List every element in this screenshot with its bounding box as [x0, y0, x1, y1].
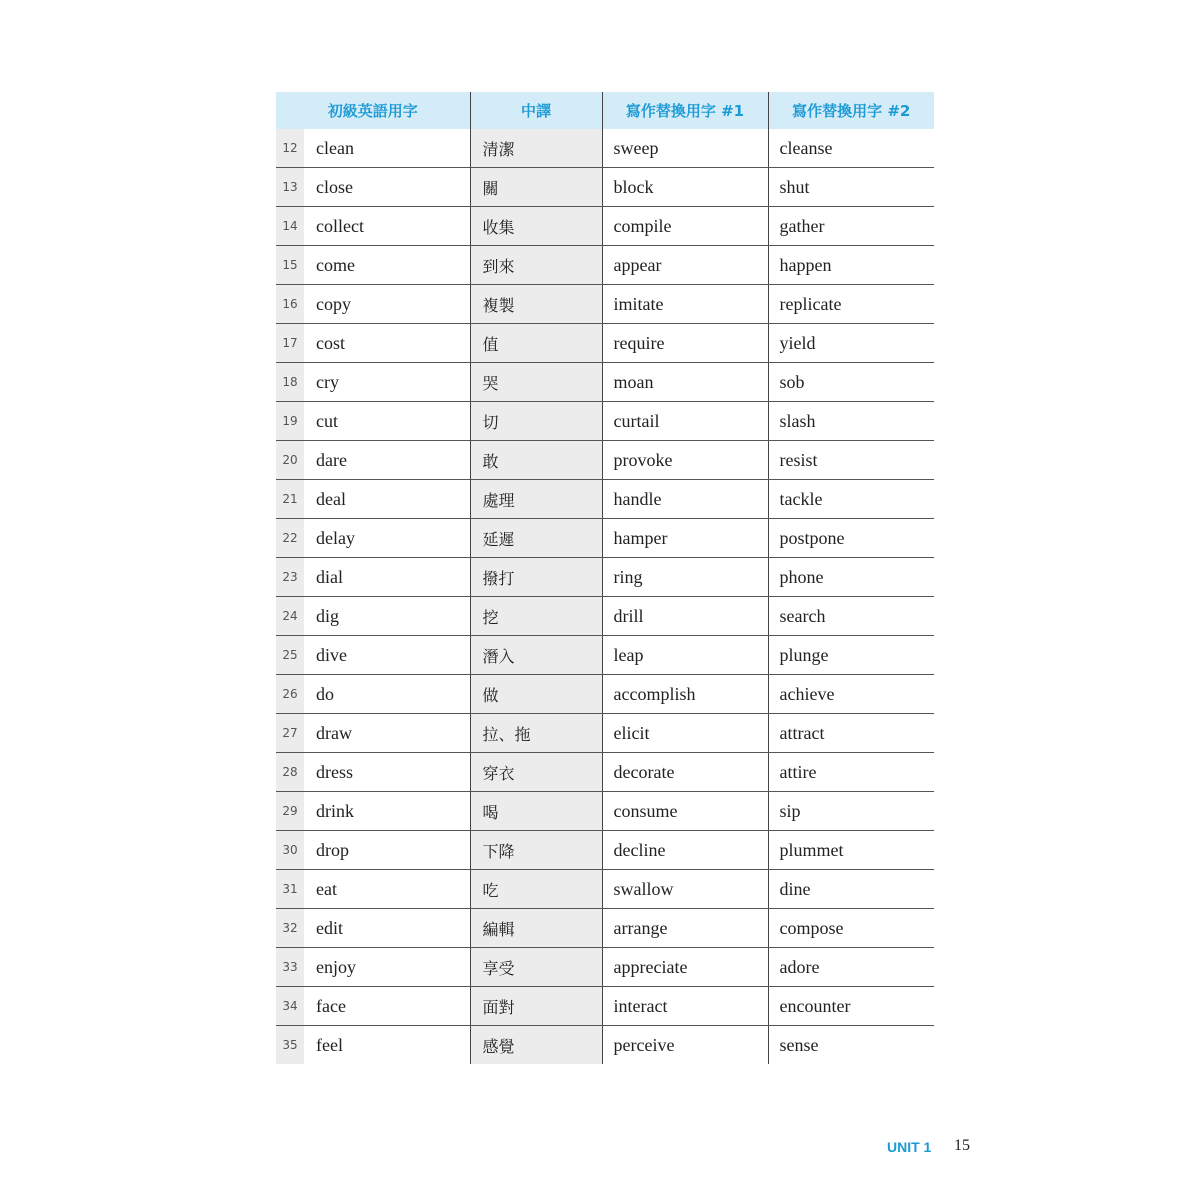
translation: 拉、拖 [470, 714, 602, 753]
translation: 複製 [470, 285, 602, 324]
row-number: 12 [276, 129, 304, 167]
unit-label: UNIT 1 [887, 1139, 932, 1155]
basic-word: delay [316, 527, 355, 548]
word-cell [276, 480, 470, 519]
header-row [276, 92, 934, 129]
row-number: 20 [276, 441, 304, 479]
alternative-2: sip [768, 792, 934, 831]
row-number: 28 [276, 753, 304, 791]
basic-word: do [316, 683, 334, 704]
table-row [276, 168, 934, 207]
row-number: 16 [276, 285, 304, 323]
alternative-1: arrange [602, 909, 768, 948]
word-cell [276, 753, 470, 792]
translation: 到來 [470, 246, 602, 285]
alternative-1: accomplish [602, 675, 768, 714]
translation: 編輯 [470, 909, 602, 948]
table-row [276, 129, 934, 168]
translation: 哭 [470, 363, 602, 402]
translation: 值 [470, 324, 602, 363]
row-number: 33 [276, 948, 304, 986]
alternative-2: replicate [768, 285, 934, 324]
translation: 切 [470, 402, 602, 441]
alternative-2: encounter [768, 987, 934, 1026]
translation: 面對 [470, 987, 602, 1026]
vocabulary-table [276, 92, 934, 1064]
row-number: 35 [276, 1026, 304, 1064]
translation: 潛入 [470, 636, 602, 675]
basic-word: deal [316, 488, 346, 509]
alternative-1: hamper [602, 519, 768, 558]
translation: 做 [470, 675, 602, 714]
word-cell [276, 402, 470, 441]
alternative-1: imitate [602, 285, 768, 324]
table-header [276, 92, 934, 129]
row-number: 29 [276, 792, 304, 830]
word-cell [276, 246, 470, 285]
basic-word: feel [316, 1034, 343, 1055]
word-cell [276, 870, 470, 909]
alternative-2: postpone [768, 519, 934, 558]
table-row [276, 207, 934, 246]
row-number: 24 [276, 597, 304, 635]
translation: 清潔 [470, 129, 602, 168]
word-cell [276, 519, 470, 558]
row-number: 31 [276, 870, 304, 908]
word-cell [276, 792, 470, 831]
basic-word: collect [316, 215, 364, 236]
alternative-2: happen [768, 246, 934, 285]
alternative-2: plummet [768, 831, 934, 870]
word-cell [276, 441, 470, 480]
alternative-1: handle [602, 480, 768, 519]
alternative-1: appreciate [602, 948, 768, 987]
alternative-1: appear [602, 246, 768, 285]
row-number: 22 [276, 519, 304, 557]
translation: 敢 [470, 441, 602, 480]
row-number: 26 [276, 675, 304, 713]
word-cell [276, 675, 470, 714]
alternative-2: compose [768, 909, 934, 948]
alternative-1: decline [602, 831, 768, 870]
table-row [276, 831, 934, 870]
alternative-1: sweep [602, 129, 768, 168]
alternative-1: block [602, 168, 768, 207]
alternative-2: sob [768, 363, 934, 402]
basic-word: edit [316, 917, 343, 938]
translation: 感覺 [470, 1026, 602, 1065]
table-row [276, 519, 934, 558]
word-cell [276, 831, 470, 870]
table-row [276, 870, 934, 909]
row-number: 21 [276, 480, 304, 518]
table-row [276, 987, 934, 1026]
word-cell [276, 324, 470, 363]
row-number: 25 [276, 636, 304, 674]
alternative-1: ring [602, 558, 768, 597]
table-row [276, 909, 934, 948]
alternative-2: tackle [768, 480, 934, 519]
alternative-2: attire [768, 753, 934, 792]
word-cell [276, 558, 470, 597]
basic-word: draw [316, 722, 352, 743]
row-number: 17 [276, 324, 304, 362]
basic-word: cost [316, 332, 345, 353]
page-number: 15 [954, 1137, 970, 1154]
word-cell [276, 987, 470, 1026]
translation: 收集 [470, 207, 602, 246]
basic-word: close [316, 176, 353, 197]
basic-word: dial [316, 566, 343, 587]
alternative-1: provoke [602, 441, 768, 480]
word-cell [276, 168, 470, 207]
alternative-2: yield [768, 324, 934, 363]
table-row [276, 480, 934, 519]
table-body [276, 129, 934, 1064]
row-number: 15 [276, 246, 304, 284]
alternative-2: cleanse [768, 129, 934, 168]
table-row [276, 363, 934, 402]
row-number: 32 [276, 909, 304, 947]
translation: 穿衣 [470, 753, 602, 792]
translation: 下降 [470, 831, 602, 870]
table-row [276, 285, 934, 324]
alternative-2: slash [768, 402, 934, 441]
alternative-2: plunge [768, 636, 934, 675]
translation: 延遲 [470, 519, 602, 558]
alternative-1: consume [602, 792, 768, 831]
table-row [276, 714, 934, 753]
word-cell [276, 636, 470, 675]
table-row [276, 558, 934, 597]
basic-word: copy [316, 293, 351, 314]
header-basic-word: 初級英語用字 [276, 92, 470, 129]
basic-word: cut [316, 410, 338, 431]
basic-word: dare [316, 449, 347, 470]
basic-word: cry [316, 371, 339, 392]
translation: 撥打 [470, 558, 602, 597]
basic-word: dress [316, 761, 353, 782]
alternative-2: dine [768, 870, 934, 909]
alternative-2: resist [768, 441, 934, 480]
word-cell [276, 129, 470, 168]
table-row [276, 246, 934, 285]
alternative-2: shut [768, 168, 934, 207]
alternative-2: achieve [768, 675, 934, 714]
row-number: 13 [276, 168, 304, 206]
alternative-2: adore [768, 948, 934, 987]
alternative-2: gather [768, 207, 934, 246]
translation: 吃 [470, 870, 602, 909]
translation: 享受 [470, 948, 602, 987]
basic-word: drink [316, 800, 354, 821]
translation: 處理 [470, 480, 602, 519]
alternative-1: leap [602, 636, 768, 675]
table-row [276, 636, 934, 675]
alternative-1: perceive [602, 1026, 768, 1065]
alternative-1: elicit [602, 714, 768, 753]
row-number: 23 [276, 558, 304, 596]
table-row [276, 675, 934, 714]
basic-word: face [316, 995, 346, 1016]
alternative-1: compile [602, 207, 768, 246]
header-translation: 中譯 [470, 92, 602, 129]
word-cell [276, 909, 470, 948]
table-row [276, 1026, 934, 1065]
alternative-2: sense [768, 1026, 934, 1065]
word-cell [276, 1026, 470, 1065]
word-cell [276, 714, 470, 753]
word-cell [276, 285, 470, 324]
alternative-1: moan [602, 363, 768, 402]
basic-word: clean [316, 137, 354, 158]
row-number: 34 [276, 987, 304, 1025]
table-row [276, 753, 934, 792]
translation: 關 [470, 168, 602, 207]
alternative-2: attract [768, 714, 934, 753]
alternative-2: phone [768, 558, 934, 597]
table-row [276, 402, 934, 441]
alternative-1: swallow [602, 870, 768, 909]
row-number: 27 [276, 714, 304, 752]
translation: 挖 [470, 597, 602, 636]
basic-word: dive [316, 644, 347, 665]
table-row [276, 597, 934, 636]
table-row [276, 324, 934, 363]
row-number: 14 [276, 207, 304, 245]
row-number: 18 [276, 363, 304, 401]
alternative-1: interact [602, 987, 768, 1026]
basic-word: come [316, 254, 355, 275]
alternative-1: require [602, 324, 768, 363]
alternative-2: search [768, 597, 934, 636]
translation: 喝 [470, 792, 602, 831]
table-row [276, 792, 934, 831]
basic-word: enjoy [316, 956, 356, 977]
alternative-1: curtail [602, 402, 768, 441]
header-alternative-1: 寫作替換用字 #1 [602, 92, 768, 129]
basic-word: eat [316, 878, 337, 899]
row-number: 19 [276, 402, 304, 440]
basic-word: dig [316, 605, 340, 626]
alternative-1: drill [602, 597, 768, 636]
word-cell [276, 948, 470, 987]
word-cell [276, 207, 470, 246]
alternative-1: decorate [602, 753, 768, 792]
table-row [276, 948, 934, 987]
word-cell [276, 363, 470, 402]
table-row [276, 441, 934, 480]
header-alternative-2: 寫作替換用字 #2 [768, 92, 934, 129]
word-cell [276, 597, 470, 636]
basic-word: drop [316, 839, 349, 860]
row-number: 30 [276, 831, 304, 869]
